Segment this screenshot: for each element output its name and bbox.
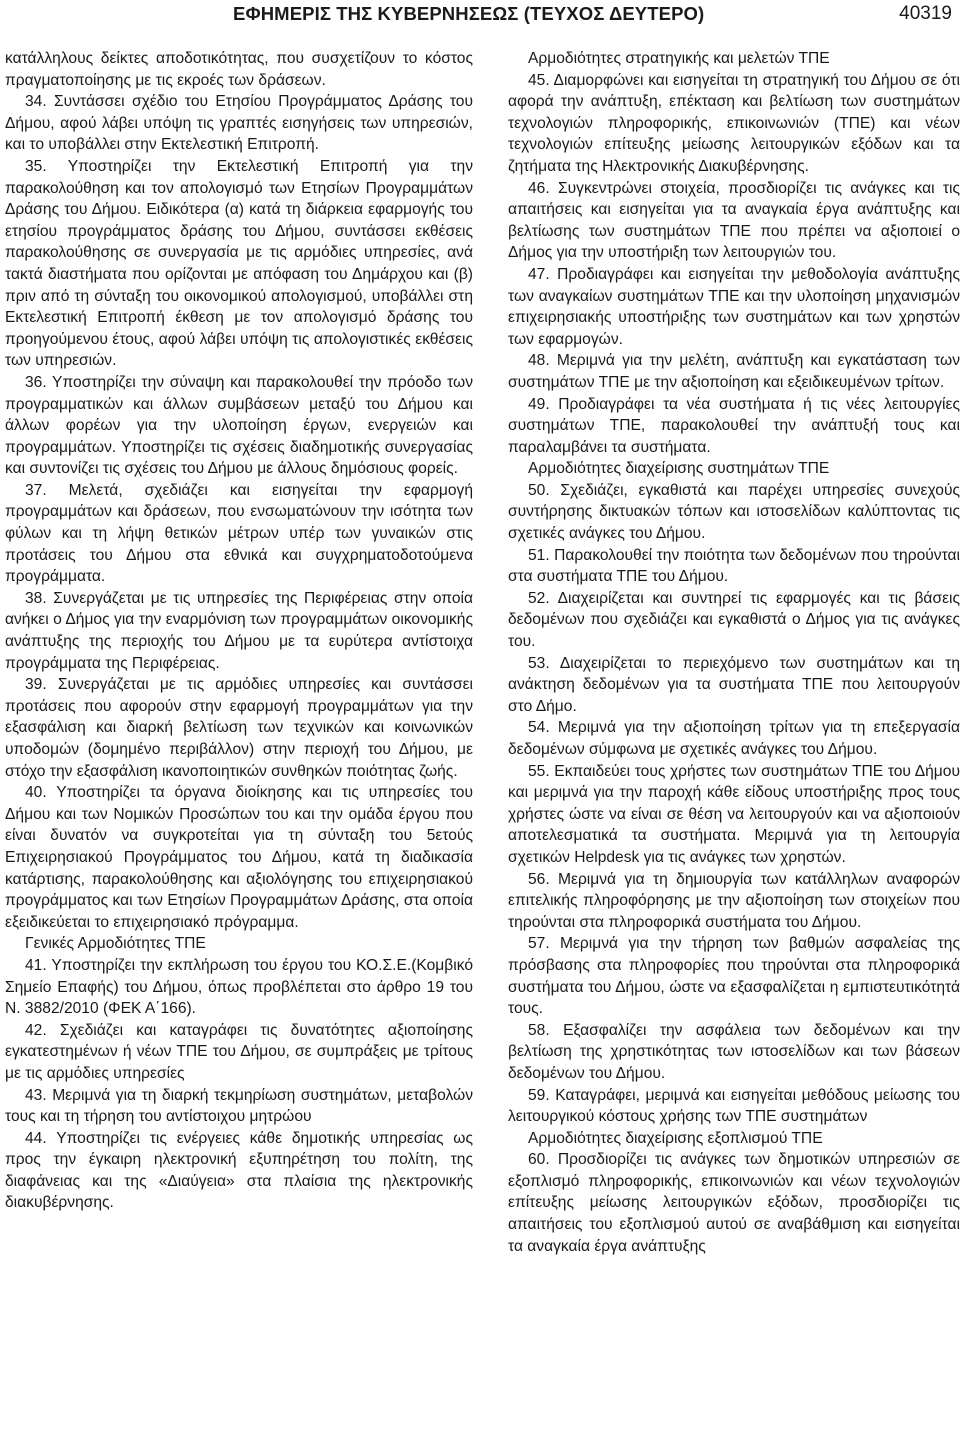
paragraph: κατάλληλους δείκτες αποδοτικότητας, που συσχετίζουν το κόστος πραγματοποίησης με τις εκροές των δράσεων.: [5, 50, 473, 89]
paragraph: 35. Υποστηρίζει την Εκτελεστική Επιτροπή για την παρακολούθηση και τον απολογισμό των Ετησίων Προγραμμάτων Δράσης του Δήμου. Ειδικότερα (α) κατά τη διάρκεια εφαρμογής του ετησίου προγράμματος δράσης του Δήμου, συντάσσει εκθέσεις παρακολούθησης σε συνεργασία με τις αρμόδιες υπηρεσίες, ανά τακτά διαστήματα που ορίζονται με απόφαση του Δημάρχου και (β) πριν από τη σύνταξη του οικονομικού απολογισμού, υποβάλλει στη Εκτελεστική Επιτροπή έκθεση με τον απολογισμό δράσης του προηγούμενου έτους, αφού λάβει υπόψη τις απολογιστικές εκθέσεις των υπηρεσιών.: [5, 157, 473, 370]
paragraph: 39. Συνεργάζεται με τις αρμόδιες υπηρεσίες και συντάσσει προτάσεις που αφορούν στην εφαρμογή προγραμμάτων για την εξασφάλιση και διαρκή βελτίωση των τεχνικών και κοινωνικών υποδομών (δομημένο περιβάλλον) στην περιοχή του Δήμου, με στόχο την εξασφάλιση ικανοποιητικών συνθηκών ποιότητας ζωής.: [5, 676, 473, 780]
paragraph: 48. Μεριμνά για την μελέτη, ανάπτυξη και εγκατάσταση των συστημάτων ΤΠΕ με την αξιοποίηση και εξειδικευμένων τρίτων.: [508, 352, 960, 391]
paragraph: 43. Μεριμνά για τη διαρκή τεκμηρίωση συστημάτων, μεταβολών τους και τη τήρηση του αντίστοιχου μητρώου: [5, 1086, 473, 1126]
paragraph: 47. Προδιαγράφει και εισηγείται την μεθοδολογία ανάπτυξης των αναγκαίων συστημάτων ΤΠΕ και την υλοποίηση μηχανισμών επιχειρησιακής υποστήριξης των συστημάτων και των χρηστών των εφαρμογών.: [508, 265, 960, 348]
paragraph: 34. Συντάσσει σχέδιο του Ετησίου Προγράμματος Δράσης του Δήμου, αφού λάβει υπόψη τις γραπτές εισηγήσεις των υπηρεσιών, και το υποβάλλει στην Εκτελεστική Επιτροπή.: [5, 93, 473, 154]
paragraph: 44. Υποστηρίζει τις ενέργειες κάθε δημοτικής υπηρεσίας ως προς την έγκαιρη ηλεκτρονική εξυπηρέτηση του πολίτη, της διαφάνειας και της «Διαύγεια» στα πλαίσια της ηλεκτρονικής διακυβέρνησης.: [5, 1129, 473, 1212]
page-header: [0, 0, 960, 34]
paragraph: 53. Διαχειρίζεται το περιεχόμενο των συστημάτων και τη ανάκτηση δεδομένων για τα συστήματα ΤΠΕ που λειτουργούν στο Δήμο.: [508, 654, 960, 715]
paragraph: 40. Υποστηρίζει τα όργανα διοίκησης και τις υπηρεσίες του Δήμου και των Νομικών Προσώπων του και την ομάδα έργου που είναι δυνατόν να συγκροτείται για τη σύνταξη του 5ετούς Επιχειρησιακού Προγράμματος του Δήμου, κατά τη διαδικασία κατάρτισης, παρακολούθησης και αξιολόγησης του επιχειρησιακού προγράμματος και των Ετησίων Προγραμμάτων Δράσης, στα οποία εξειδικεύεται το επιχειρησιακό πρόγραμμα.: [5, 784, 473, 931]
left-column: [5, 48, 473, 1214]
paragraph: 36. Υποστηρίζει την σύναψη και παρακολουθεί την πρόοδο των προγραμματικών και άλλων συμβάσεων μεταξύ του Δήμου και άλλων φορέων για την υλοποίηση έργων, ενεργειών και προγραμμάτων. Υποστηρίζει τις σχέσεις διαδημοτικής συνεργασίας και συντονίζει τις σχέσεις του Δήμου με άλλους δημόσιους φορείς.: [5, 373, 473, 478]
right-column: [508, 48, 960, 1257]
paragraph: 46. Συγκεντρώνει στοιχεία, προσδιορίζει τις ανάγκες και τις απαιτήσεις και εισηγείται για τα αναγκαία έργα ανάπτυξης και βελτίωσης των συστημάτων ΤΠΕ που πρέπει να αξιοποιεί ο Δήμος για την υποστήριξη των λειτουργιών του.: [508, 179, 960, 262]
paragraph: 56. Μεριμνά για τη δημιουργία των κατάλληλων αναφορών επιτελικής πληροφόρησης με την αξιοποίηση των στοιχείων που τηρούνται στα πληροφορικά συστήματα του Δήμου.: [508, 870, 960, 931]
paragraph: 55. Εκπαιδεύει τους χρήστες των συστημάτων ΤΠΕ του Δήμου και μεριμνά για την παροχή κάθε είδους υποστήριξης προς τους χρήστες ώστε να είναι σε θέση να λειτουργούν και να αξιοποιούν αποτελεσματικά τα συστήματα. Μεριμνά για τη λειτουργία σχετικών Helpdesk για τις ανάγκες των χρηστών.: [508, 762, 960, 866]
paragraph: 60. Προσδιορίζει τις ανάγκες των δημοτικών υπηρεσιών σε εξοπλισμό πληροφορικής, επικοινωνιών και νέων τεχνολογιών επίτευξης μείωσης λειτουργικών εξόδων, προσδιορίζει τις απαιτήσεις του εξοπλισμού αυτού σε αναβάθμιση και εισηγείται τα αναγκαία έργα ανάπτυξης: [508, 1151, 960, 1255]
section-heading: Γενικές Αρμοδιότητες ΤΠΕ: [25, 935, 206, 953]
page-number: 40319: [899, 3, 952, 24]
section-heading: Αρμοδιότητες διαχείρισης συστημάτων ΤΠΕ: [528, 460, 830, 478]
paragraph: 54. Μεριμνά για την αξιοποίηση τρίτων για τη επεξεργασία δεδομένων σύμφωνα με σχετικές ανάγκες του Δήμου.: [508, 719, 960, 758]
paragraph: 37. Μελετά, σχεδιάζει και εισηγείται την εφαρμογή προγραμμάτων και δράσεων, που ενσωματώνουν την ισότητα των φύλων και τη λήψη θετικών μέτρων υπέρ των γυναικών στις προτάσεις του Δήμου στα εθνικά και συγχρηματοδοτούμενα προγράμματα.: [5, 481, 473, 586]
paragraph: 45. Διαμορφώνει και εισηγείται τη στρατηγική του Δήμου σε ότι αφορά την ανάπτυξη, επέκταση και βελτίωση των συστημάτων τεχνολογιών πληροφορικής, επικοινωνιών (ΤΠΕ) και νέων τεχνολογιών επίτευξης μείωσης λειτουργικών εξόδων και τα ζητήματα της Ηλεκτρονικής Διακυβέρνησης.: [508, 71, 960, 175]
paragraph: 57. Μεριμνά για την τήρηση των βαθμών ασφαλείας της πρόσβασης στα πληροφορίες που τηρούνται στα πληροφορικά συστήματα του Δήμου, ώστε να εξασφαλίζεται η εμπιστευτικότητά τους.: [508, 935, 960, 1018]
paragraph: 59. Καταγράφει, μεριμνά και εισηγείται μεθόδους μείωσης του λειτουργικού κόστους χρήσης των ΤΠΕ συστημάτων: [508, 1086, 960, 1126]
paragraph: 49. Προδιαγράφει τα νέα συστήματα ή τις νέες λειτουργίες συστημάτων ΤΠΕ, παρακολουθεί την ανάπτυξή τους και παραλαμβάνει τα συστήματα.: [508, 395, 960, 456]
paragraph: 51. Παρακολουθεί την ποιότητα των δεδομένων που τηρούνται στα συστήματα ΤΠΕ του Δήμου.: [508, 546, 960, 586]
paragraph: 58. Εξασφαλίζει την ασφάλεια των δεδομένων και την βελτίωση της χρηστικότητας των ιστοσελίδων και των βάσεων δεδομένων του Δήμου.: [508, 1021, 960, 1082]
gazette-title: ΕΦΗΜΕΡΙΣ ΤΗΣ ΚΥΒΕΡΝΗΣΕΩΣ (ΤΕΥΧΟΣ ΔΕΥΤΕΡΟ): [233, 3, 705, 24]
section-heading: Αρμοδιότητες στρατηγικής και μελετών ΤΠΕ: [528, 50, 830, 67]
paragraph: 41. Υποστηρίζει την εκπλήρωση του έργου του ΚΟ.Σ.Ε.(Κομβικό Σημείο Επαφής) του Δήμου, όπως προβλέπεται στο άρθρο 19 του Ν. 3882/2010 (ΦΕΚ Α΄166).: [5, 956, 473, 1018]
paragraph: 50. Σχεδιάζει, εγκαθιστά και παρέχει υπηρεσίες συνεχούς συντήρησης δικτυακών τόπων και ιστοσελίδων καλύπτοντας τις σχετικές ανάγκες του Δήμου.: [508, 481, 960, 543]
paragraph: 38. Συνεργάζεται με τις υπηρεσίες της Περιφέρειας στην οποία ανήκει ο Δήμος για την εναρμόνιση των προγραμμάτων οικονομικής ανάπτυξης της περιοχής του Δήμου με τα ευρύτερα αντίστοιχα προγράμματα της Περιφέρειας.: [5, 589, 473, 672]
paragraph: 52. Διαχειρίζεται και συντηρεί τις εφαρμογές και τις βάσεις δεδομένων που σχεδιάζει και εγκαθιστά ο Δήμος για τις ανάγκες του.: [508, 589, 960, 651]
section-heading: Αρμοδιότητες διαχείρισης εξοπλισμού ΤΠΕ: [528, 1129, 823, 1147]
paragraph: 42. Σχεδιάζει και καταγράφει τις δυνατότητες αξιοποίησης εγκατεστημένων ή νέων ΤΠΕ του Δήμου, σε συμπράξεις με τρίτους με τις αρμόδιες υπηρεσίες: [5, 1021, 473, 1082]
